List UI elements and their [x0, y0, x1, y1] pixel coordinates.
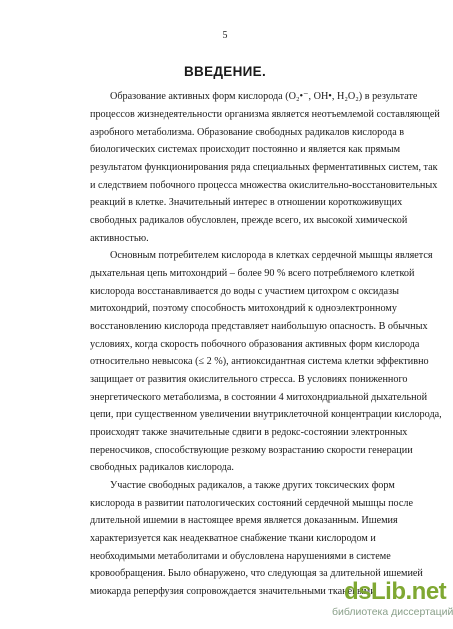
- text-line: кислорода восстанавливается до воды с участием цитохром c оксидазы: [90, 286, 399, 297]
- text-line: цепи, при существенном увеличении внутриклеточной концентрации кислорода,: [90, 409, 442, 420]
- text-line: и следствием побочного процесса множества окислительно-восстановительных: [90, 180, 438, 191]
- text-line: результатом функционирования ряда специальных ферментативных систем, так: [90, 162, 438, 173]
- text-line: условиях, когда скорость побочного образования активных форм кислорода: [90, 339, 420, 350]
- text-line: Образование активных форм кислорода (O₂•⁻, OH•, H₂O₂) в результате: [110, 91, 418, 102]
- text-line: энергетического метаболизма, в состоянии 4 митохондриальной дыхательной: [90, 392, 428, 403]
- text-line: биологических системах происходит постоянно и является как прямым: [90, 144, 401, 155]
- text-line: реакций в клетке. Значительный интерес в отношении короткоживущих: [90, 197, 403, 208]
- text-line: относительно невысока (≤ 2 %), антиоксидантная система клетки эффективно: [90, 356, 429, 367]
- text-line: миокарда реперфузия сопровождается значительными тканевыми: [90, 586, 376, 597]
- text-line: длительной ишемии в настоящее время является доказанным. Ишемия: [90, 515, 398, 526]
- dslib-watermark: [332, 578, 453, 624]
- text-line: процессов жизнедеятельности организма является неотъемлемой составляющей: [90, 109, 440, 120]
- page-number: 5: [222, 30, 228, 41]
- text-line: дыхательная цепь митохондрий – более 90 % всего потребляемого клеткой: [90, 268, 415, 279]
- text-line: характеризуется как неадекватное снабжение ткани кислородом и: [90, 533, 376, 544]
- text-line: свободных радикалов обусловлен, прежде всего, их высокой химической: [90, 215, 408, 226]
- text-line: Основным потребителем кислорода в клетках сердечной мышцы является: [110, 250, 433, 261]
- text-line: защищает от развития окислительного стресса. В условиях пониженного: [90, 374, 408, 385]
- text-line: переносчиков, способствующие резкому возрастанию скорости генерации: [90, 445, 413, 456]
- text-line: кровообращения. Было обнаружено, что следующая за длительной ишемией: [90, 568, 423, 579]
- text-line: свободных радикалов кислорода.: [90, 462, 234, 473]
- text-line: кислорода в развитии патологических состояний сердечной мышцы после: [90, 498, 414, 509]
- text-line: восстановлению кислорода представляет наибольшую опасность. В обычных: [90, 321, 428, 332]
- text-line: Участие свободных радикалов, а также других токсических форм: [110, 480, 395, 491]
- text-line: аэробного метаболизма. Образование свободных радикалов кислорода в: [90, 127, 405, 138]
- text-line: происходят также значительные сдвиги в редокс-состоянии электронных: [90, 427, 408, 438]
- section-heading: ВВЕДЕНИЕ.: [183, 64, 267, 79]
- watermark-logo: dsLib.net: [344, 578, 447, 605]
- text-line: необходимыми метаболитами и обусловлена нарушениями в системе: [90, 551, 391, 562]
- watermark-subtitle: библиотека диссертаций: [332, 606, 453, 618]
- text-line: митохондрий, поэтому способность митохондрий к одноэлектронному: [90, 303, 397, 314]
- text-line: активностью.: [90, 233, 149, 244]
